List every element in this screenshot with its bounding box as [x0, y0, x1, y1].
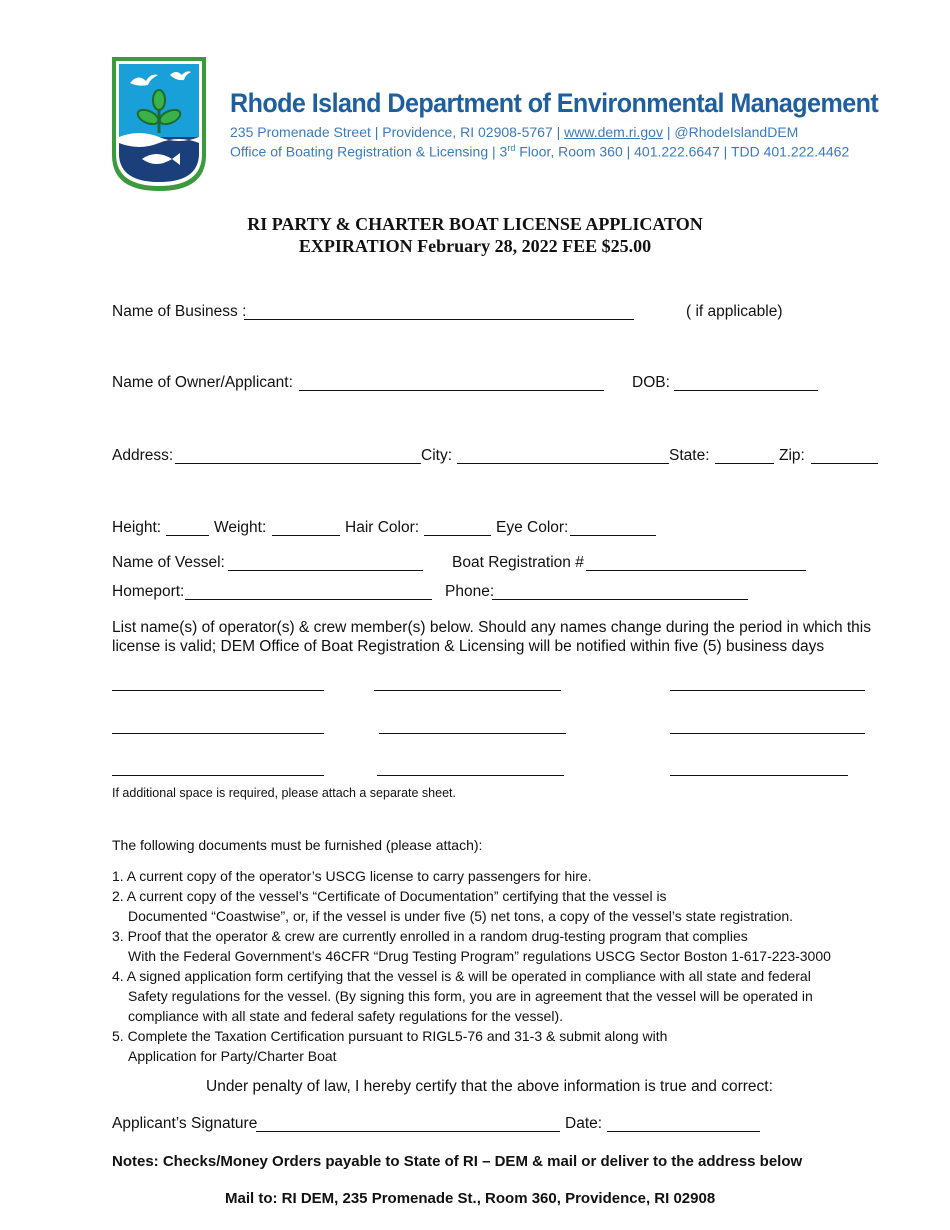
business-label: Name of Business :	[112, 303, 247, 320]
crew-instruction-line1: List name(s) of operator(s) & crew member(s) below. Should any names change during the period in which this	[112, 619, 872, 636]
state-label: State:	[669, 447, 710, 464]
form-title-line2: EXPIRATION February 28, 2022 FEE $25.00	[298, 236, 652, 256]
eye-label: Eye Color:	[496, 519, 569, 536]
mail-to-address: Mail to: RI DEM, 235 Promenade St., Room 360, Providence, RI 02908	[225, 1190, 716, 1207]
date-input-line[interactable]	[607, 1131, 760, 1132]
dob-input-line[interactable]	[674, 390, 818, 391]
crew-name-line[interactable]	[112, 775, 324, 776]
phone-input-line[interactable]	[492, 599, 748, 600]
office-line	[230, 143, 849, 160]
document-item: 1. A current copy of the operator’s USCG license to carry passengers for hire.	[112, 868, 592, 884]
org-address-line	[230, 124, 798, 140]
weight-input-line[interactable]	[272, 535, 340, 536]
ri-dem-logo	[110, 55, 208, 193]
documents-intro: The following documents must be furnished (please attach):	[112, 837, 483, 853]
vessel-label: Name of Vessel:	[112, 554, 225, 571]
state-input-line[interactable]	[715, 463, 774, 464]
crew-name-line[interactable]	[377, 775, 564, 776]
form-title-line1: RI PARTY & CHARTER BOAT LICENSE APPLICATON	[247, 214, 703, 234]
document-item: Application for Party/Charter Boat	[128, 1048, 337, 1064]
document-item: With the Federal Government’s 46CFR “Drug Testing Program” regulations USCG Sector Boston 1-617-223-3000	[128, 948, 831, 964]
owner-label: Name of Owner/Applicant:	[112, 374, 293, 391]
zip-input-line[interactable]	[811, 463, 878, 464]
height-label: Height:	[112, 519, 162, 536]
website-link[interactable]: www.dem.ri.gov	[564, 124, 663, 140]
document-item: 3. Proof that the operator & crew are currently enrolled in a random drug-testing program that complies	[112, 928, 748, 944]
document-item: Safety regulations for the vessel. (By signing this form, you are in agreement that the vessel will be operated in	[128, 988, 813, 1004]
document-item: 4. A signed application form certifying that the vessel is & will be operated in compliance with all state and federal	[112, 968, 811, 984]
crew-instruction-line2: license is valid; DEM Office of Boat Registration & Licensing will be notified within five (5) business days	[112, 638, 825, 655]
crew-name-line[interactable]	[670, 733, 865, 734]
height-input-line[interactable]	[166, 535, 209, 536]
hair-label: Hair Color:	[345, 519, 420, 536]
crew-name-line[interactable]	[670, 775, 848, 776]
homeport-label: Homeport:	[112, 583, 185, 600]
vessel-input-line[interactable]	[228, 570, 423, 571]
document-item: 2. A current copy of the vessel’s “Certificate of Documentation” certifying that the vessel is	[112, 888, 667, 904]
registration-input-line[interactable]	[586, 570, 806, 571]
signature-label: Applicant’s Signature	[112, 1115, 258, 1132]
hair-input-line[interactable]	[424, 535, 491, 536]
office-prefix: Office of Boating Registration & Licensing | 3	[230, 143, 508, 160]
additional-space-note: If additional space is required, please attach a separate sheet.	[112, 786, 456, 800]
address-input-line[interactable]	[175, 463, 421, 464]
signature-input-line[interactable]	[256, 1131, 560, 1132]
document-item: 5. Complete the Taxation Certification pursuant to RIGL5-76 and 31-3 & submit along with	[112, 1028, 668, 1044]
business-input-line[interactable]	[244, 319, 634, 320]
crew-name-line[interactable]	[670, 690, 865, 691]
city-input-line[interactable]	[457, 463, 669, 464]
payment-notes: Notes: Checks/Money Orders payable to State of RI – DEM & mail or deliver to the address below	[112, 1153, 803, 1170]
homeport-input-line[interactable]	[185, 599, 432, 600]
date-label: Date:	[565, 1115, 603, 1132]
address-label: Address:	[112, 447, 174, 464]
eye-input-line[interactable]	[570, 535, 656, 536]
certification-statement: Under penalty of law, I hereby certify that the above information is true and correct:	[206, 1078, 773, 1095]
org-address: 235 Promenade Street | Providence, RI 02908-5767 |	[230, 124, 561, 140]
office-suffix: Floor, Room 360 | 401.222.6647 | TDD 401.222.4462	[515, 143, 850, 160]
weight-label: Weight:	[214, 519, 267, 536]
office-sup: rd	[507, 143, 516, 153]
document-item: Documented “Coastwise”, or, if the vessel is under five (5) net tons, a copy of the vessel’s state registration.	[128, 908, 794, 924]
crew-name-line[interactable]	[379, 733, 566, 734]
org-name: Rhode Island Department of Environmental Management	[230, 88, 879, 118]
phone-label: Phone:	[445, 583, 495, 600]
crew-name-line[interactable]	[374, 690, 561, 691]
registration-label: Boat Registration #	[452, 554, 584, 571]
business-note: ( if applicable)	[686, 303, 783, 320]
document-item: compliance with all state and federal safety regulations for the vessel).	[128, 1008, 564, 1024]
crew-name-line[interactable]	[112, 733, 324, 734]
documents-list	[112, 866, 831, 1066]
city-label: City:	[421, 447, 452, 464]
dob-label: DOB:	[632, 374, 670, 391]
owner-input-line[interactable]	[299, 390, 604, 391]
social-handle: | @RhodeIslandDEM	[666, 124, 799, 140]
zip-label: Zip:	[779, 447, 805, 464]
crew-name-line[interactable]	[112, 690, 324, 691]
